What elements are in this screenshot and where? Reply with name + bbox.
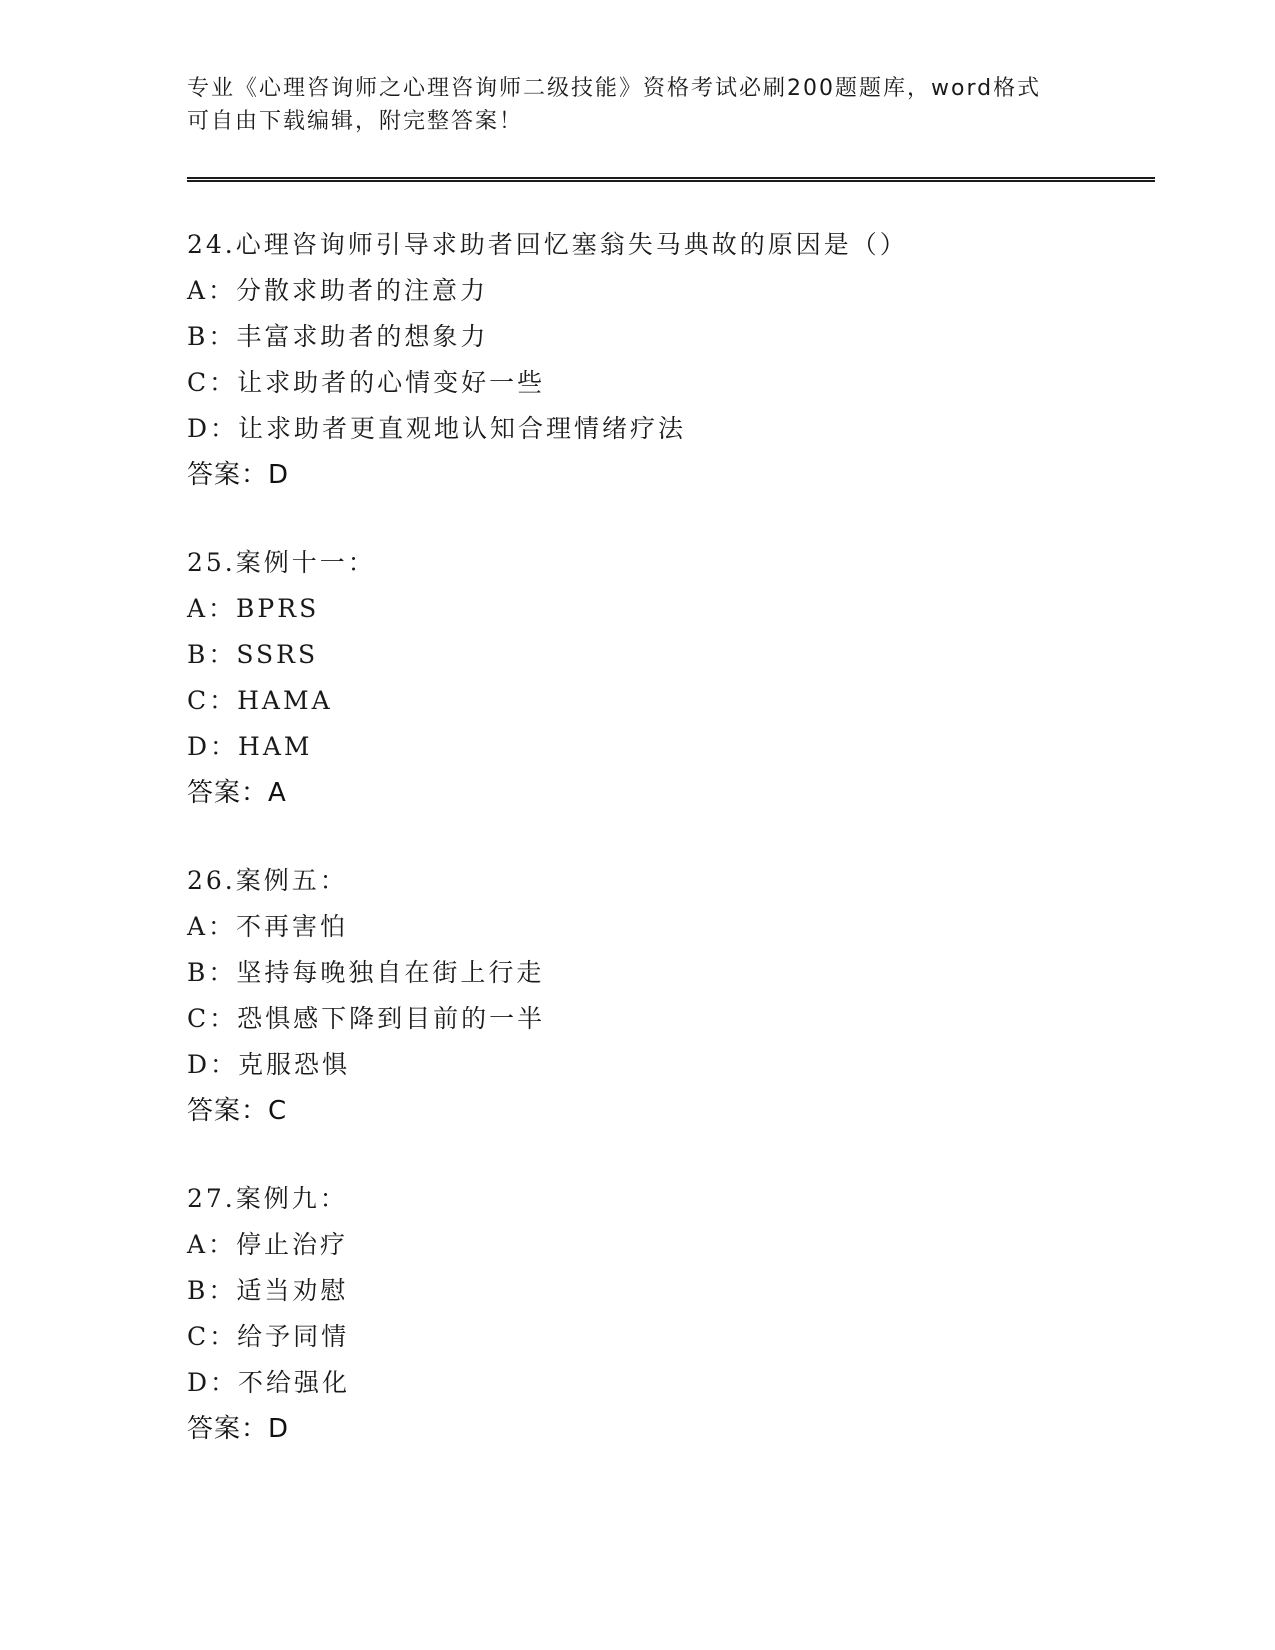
option-c: C：恐惧感下降到目前的一半 (187, 1004, 546, 1033)
option-b: B：SSRS (187, 640, 319, 669)
document-header (187, 72, 1087, 138)
question-stem: 26.案例五： (187, 866, 348, 895)
question-stem: 27.案例九： (187, 1184, 348, 1213)
option-d: D：HAM (187, 732, 313, 761)
header-divider (187, 177, 1155, 182)
option-b: B：丰富求助者的想象力 (187, 322, 489, 351)
option-d: D：不给强化 (187, 1368, 351, 1397)
option-c: C：HAMA (187, 686, 333, 715)
option-c: C：给予同情 (187, 1322, 350, 1351)
answer-label: 答案：C (187, 1096, 288, 1126)
option-d: D：让求助者更直观地认知合理情绪疗法 (187, 414, 687, 443)
option-b: B：坚持每晚独自在街上行走 (187, 958, 545, 987)
option-b: B：适当劝慰 (187, 1276, 349, 1305)
option-a: A：停止治疗 (187, 1230, 349, 1259)
header-title-line-1: 专业《心理咨询师之心理咨询师二级技能》资格考试必刷200题题库，word格式 (187, 76, 1042, 101)
option-c: C：让求助者的心情变好一些 (187, 368, 546, 397)
question-stem: 25.案例十一： (187, 548, 376, 577)
option-a: A：BPRS (187, 594, 320, 623)
question-26 (187, 858, 1087, 1134)
header-title-line-2: 可自由下载编辑，附完整答案！ (187, 109, 524, 134)
question-24 (187, 222, 1087, 498)
option-a: A：分散求助者的注意力 (187, 276, 489, 305)
question-25 (187, 540, 1087, 816)
option-a: A：不再害怕 (187, 912, 349, 941)
answer-label: 答案：D (187, 1414, 290, 1444)
option-d: D：克服恐惧 (187, 1050, 351, 1079)
question-stem: 24.心理咨询师引导求助者回忆塞翁失马典故的原因是（） (187, 230, 908, 259)
answer-label: 答案：A (187, 778, 287, 808)
question-27 (187, 1176, 1087, 1452)
answer-label: 答案：D (187, 460, 290, 490)
